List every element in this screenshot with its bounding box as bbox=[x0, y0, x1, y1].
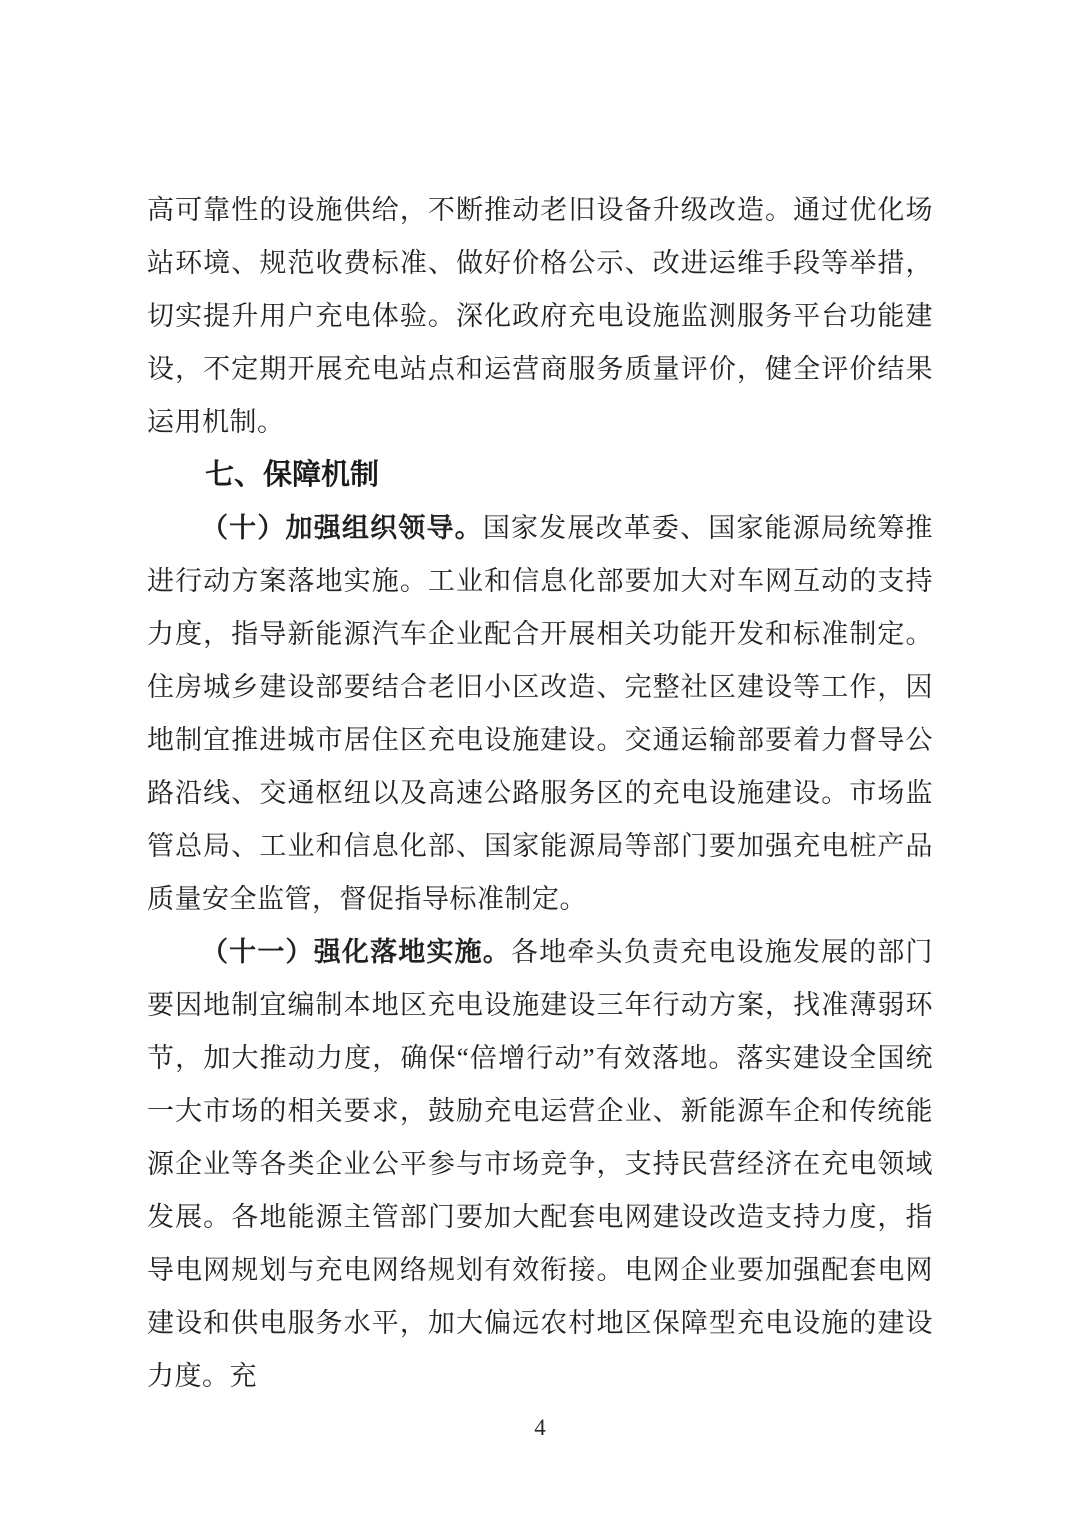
paragraph-item-11 bbox=[147, 926, 933, 1403]
paragraph-item-11-lead: （十一）强化落地实施。 bbox=[201, 937, 511, 967]
page-number: 4 bbox=[534, 1415, 546, 1440]
paragraph-item-10-text: 国家发展改革委、国家能源局统筹推进行动方案落地实施。工业和信息化部要加大对车网互动的支持力度，指导新能源汽车企业配合开展相关功能开发和标准制定。住房城乡建设部要结合老旧小区改造、完整社区建设等工作，因地制宜推进城市居住区充电设施建设。交通运输部要着力督导公路沿线、交通枢纽以及高速公路服务区的充电设施建设。市场监管总局、工业和信息化部、国家能源局等部门要加强充电桩产品质量安全监管，督促指导标准制定。 bbox=[147, 513, 934, 914]
document-content bbox=[147, 184, 933, 1403]
paragraph-item-11-text: 各地牵头负责充电设施发展的部门要因地制宜编制本地区充电设施建设三年行动方案，找准薄弱环节，加大推动力度，确保“倍增行动”有效落地。落实建设全国统一大市场的相关要求，鼓励充电运营企业、新能源车企和传统能源企业等各类企业公平参与市场竞争，支持民营经济在充电领域发展。各地能源主管部门要加大配套电网建设改造支持力度，指导电网规划与充电网络规划有效衔接。电网企业要加强配套电网建设和供电服务水平，加大偏远农村地区保障型充电设施的建设力度。充 bbox=[147, 937, 934, 1391]
section-heading-7: 七、保障机制 bbox=[205, 459, 380, 491]
paragraph-continuation: 高可靠性的设施供给，不断推动老旧设备升级改造。通过优化场站环境、规范收费标准、做好价格公示、改进运维手段等举措，切实提升用户充电体验。深化政府充电设施监测服务平台功能建设，不定期开展充电站点和运营商服务质量评价，健全评价结果运用机制。 bbox=[147, 195, 933, 437]
paragraph-item-10-lead: （十）加强组织领导。 bbox=[201, 513, 483, 543]
paragraph-item-10 bbox=[147, 502, 933, 926]
